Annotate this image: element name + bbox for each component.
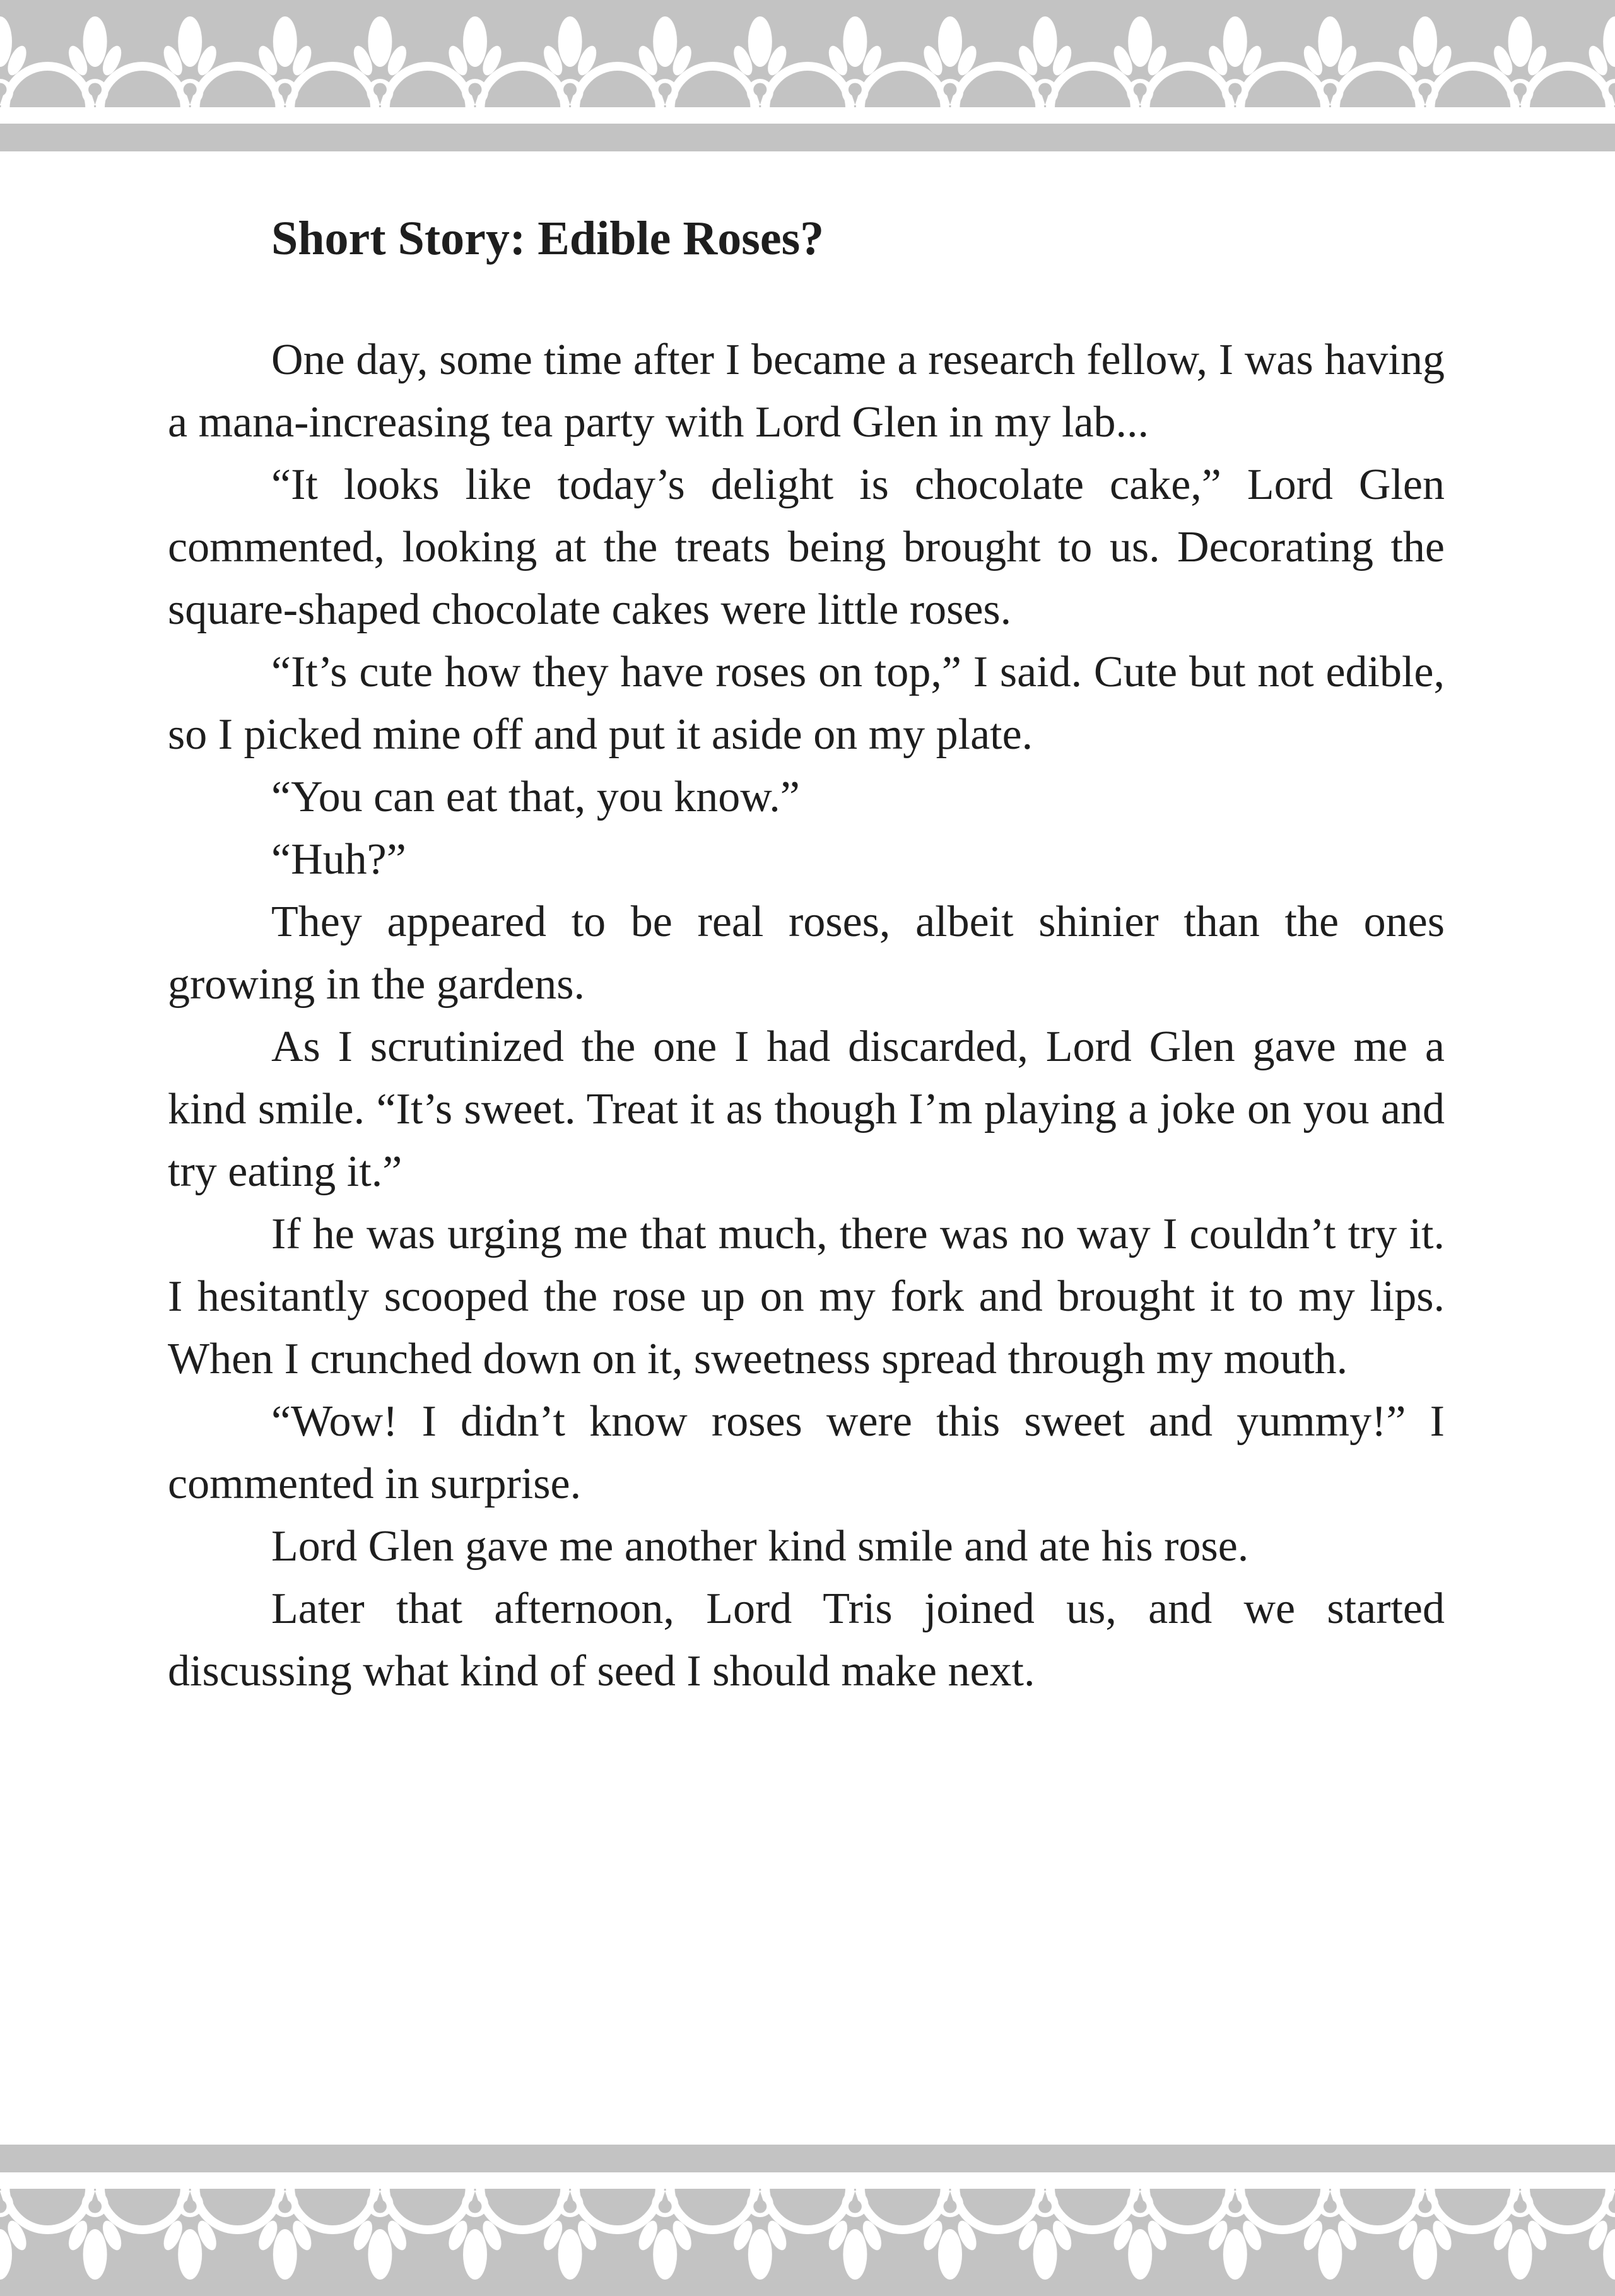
- story-paragraph: “You can eat that, you know.”: [271, 773, 800, 821]
- story-paragraph: “Wow! I didn’t know roses were this sweet and yummy!” I commented in surprise.: [168, 1397, 1445, 1508]
- story-paragraph: “It looks like today’s delight is chocolate cake,” Lord Glen commented, looking at the treats being brought to us. Decorating the square-shaped chocolate cakes were little roses.: [168, 460, 1445, 634]
- story-paragraph: “Huh?”: [271, 835, 406, 884]
- lace-border-top: [0, 0, 1615, 151]
- story-paragraph: As I scrutinized the one I had discarded, Lord Glen gave me a kind smile. “It’s sweet. Treat it as though I’m playing a joke on you and try eating it.”: [168, 1022, 1445, 1196]
- story-paragraph: Lord Glen gave me another kind smile and ate his rose.: [271, 1522, 1249, 1571]
- story-paragraph: If he was urging me that much, there was no way I couldn’t try it. I hesitantly scooped the rose up on my fork and brought it to my lips. When I crunched down on it, sweetness spread through my mouth.: [168, 1210, 1445, 1383]
- story-title: Short Story: Edible Roses?: [271, 212, 825, 265]
- story-paragraph: “It’s cute how they have roses on top,” I said. Cute but not edible, so I picked mine off and put it aside on my plate.: [168, 648, 1445, 759]
- story-paragraph: One day, some time after I became a research fellow, I was having a mana-increasing tea party with Lord Glen in my lab...: [168, 336, 1445, 447]
- story-paragraph: They appeared to be real roses, albeit shinier than the ones growing in the gardens.: [168, 898, 1445, 1009]
- story-paragraph: Later that afternoon, Lord Tris joined us, and we started discussing what kind of seed I should make next.: [168, 1584, 1445, 1696]
- story-text: [168, 207, 1445, 1702]
- lace-border-bottom: [0, 2145, 1615, 2296]
